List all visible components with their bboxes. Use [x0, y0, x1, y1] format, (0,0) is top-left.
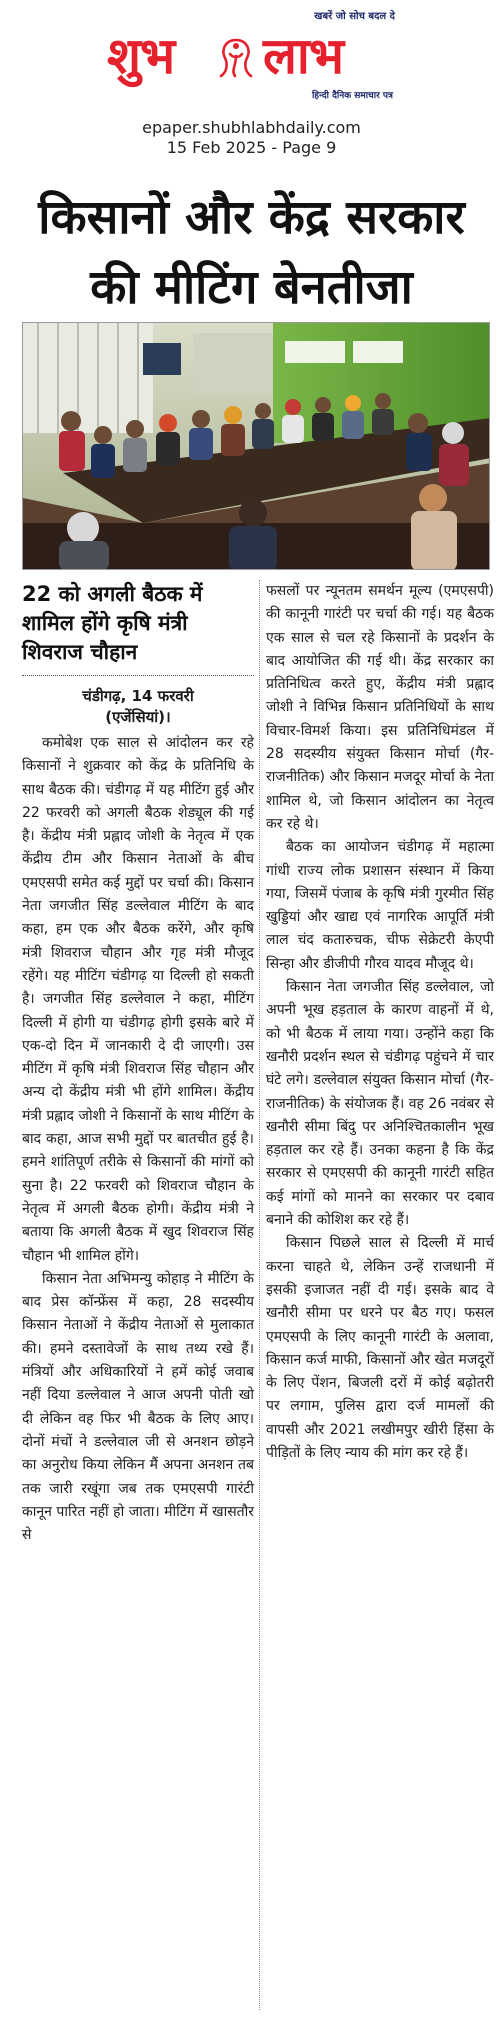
meeting-photo-illustration	[23, 323, 490, 570]
headline-line-2: की मीटिंग बेनतीजा	[90, 260, 413, 315]
masthead-tagline: खबरें जो सोच बदल दे	[314, 11, 395, 22]
epaper-url: epaper.shubhlabhdaily.com	[142, 118, 361, 137]
dateline-agency: (एजेंसियां)।	[105, 708, 171, 726]
logo-word-left: शुभ	[107, 27, 175, 85]
article-paragraph: कमोबेश एक साल से आंदोलन कर रहे किसानों ने शुक्रवार को केंद्र के प्रतिनिधि के साथ बैठक की। चंडीगढ़ में यह मीटिंग हुई और 22 फरवरी को अगली बैठक शेड्यूल की गई है। केंद्रीय मंत्री प्रह्लाद जोशी के नेतृत्व में एक केंद्रीय टीम और किसान नेताओं के बीच एमएसपी समेत कई मुद्दों पर चर्चा की। किसान नेता जगजीत सिंह डल्लेवाल मीटिंग के बाद कहा, हम एक और बैठक करेंगे, और कृषि मंत्री शिवराज चौहान और गृह मंत्री मौजूद रहेंगे। यह मीटिंग चंडीगढ़ या दिल्ली हो सकती है। जगजीत सिंह डल्लेवाल ने कहा, मीटिंग दिल्ली में होगी या चंडीगढ़ होगी इसके बारे में एक-दो दिन में जानकारी दे दी जाएगी। उस मीटिंग में कृषि मंत्री शिवराज सिंह चौहान और अन्य दो केंद्रीय मंत्री भी होंगे शामिल। केंद्रीय मंत्री प्रह्लाद जोशी ने किसानों के साथ मीटिंग के बाद कहा, आज सभी मुद्दों पर बातचीत हुई है। हमने शांतिपूर्ण तरीके से किसानों की मांगों को सुना है। 22 फरवरी को शिवराज चौहान के नेतृत्व में अगली बैठक होगी। केंद्रीय मंत्री ने बताया कि अगली बैठक में खुद शिवराज सिंह चौहान भी शामिल होंगे।	[22, 735, 254, 1264]
article-column-left	[22, 580, 254, 1547]
article-column-right	[266, 580, 494, 1465]
article-paragraph: बैठक का आयोजन चंडीगढ़ में महात्मा गांधी राज्य लोक प्रशासन संस्थान में किया गया, जिसमें पंजाब के कृषि मंत्री गुरमीत सिंह खुड्डियां और खाद्य एवं नागरिक आपूर्ति मंत्री लाल चंद कतारुचक, चीफ सेक्रेटरी केएपी सिन्हा और डीजीपी गौरव यादव मौजूद थे।	[266, 839, 494, 972]
column-divider	[259, 580, 260, 2010]
dateline-place-date: चंडीगढ़, 14 फरवरी	[82, 687, 194, 705]
masthead	[103, 6, 401, 110]
article-subhead: 22 को अगली बैठक में शामिल होंगे कृषि मंत्री शिवराज चौहान	[22, 580, 254, 676]
headline-line-1: किसानों और केंद्र सरकार	[38, 190, 465, 245]
masthead-subtagline: हिन्दी दैनिक समाचार पत्र	[311, 91, 393, 101]
article-headline	[10, 183, 493, 323]
meeting-photo	[22, 322, 490, 570]
ganesh-logo-icon	[215, 34, 257, 82]
article-paragraph: किसान पिछले साल से दिल्ली में मार्च करना चाहते थे, लेकिन उन्हें राजधानी में इसकी इजाजत नहीं दी गई। इसके बाद वे खनौरी सीमा पर धरने पर बैठ गए। फसल एमएसपी के लिए कानूनी गारंटी के अलावा, किसान कर्ज माफी, किसानों और खेत मजदूरों के लिए पेंशन, बिजली दरों में कोई बढ़ोतरी पर लगाम, पुलिस द्वारा दर्ज मामलों की वापसी और 2021 लखीमपुर खीरी हिंसा के पीड़ितों के लिए न्याय की मांग कर रहे हैं।	[266, 1235, 494, 1461]
article-paragraph: फसलों पर न्यूनतम समर्थन मूल्य (एमएसपी) की कानूनी गारंटी पर चर्चा की गई। यह बैठक एक साल से चल रहे किसानों के प्रदर्शन के बाद आयोजित की गई थी। केंद्र सरकार का प्रतिनिधित्व करते हुए, केंद्रीय मंत्री प्रह्लाद जोशी ने विभिन्न किसान प्रतिनिधियों के साथ विचार-विमर्श किया। इस प्रतिनिधिमंडल में 28 सदस्यीय संयुक्त किसान मोर्चा (गैर-राजनीतिक) और किसान मजदूर मोर्चा के नेता शामिल थे, जो किसान आंदोलन का नेतृत्व कर रहे थे।	[266, 583, 494, 832]
article-paragraph: किसान नेता अभिमन्यु कोहाड़ ने मीटिंग के बाद प्रेस कॉन्फ्रेंस में कहा, 28 सदस्यीय किसान नेताओं ने केंद्रीय नेताओं से मुलाकात की। हमने दस्तावेजों के साथ तथ्य रखे हैं। मंत्रियों और अधिकारियों ने हमें कोई जवाब नहीं दिया डल्लेवाल ने आज अपनी पोती खो दी लेकिन वह फिर भी बैठक के लिए आए। दोनों मंचों ने डल्लेवाल जी से अनशन छोड़ने का अनुरोध किया लेकिन मैं अपना अनशन तब तक जारी रखूंगा जब तक एमएसपी गारंटी कानून पारित नहीं हो जाता। मीटिंग में खासतौर से	[22, 1270, 254, 1544]
article-paragraph: किसान नेता जगजीत सिंह डल्लेवाल, जो अपनी भूख हड़ताल के कारण वाहनों में थे, को भी बैठक में लाया गया। उन्होंने कहा कि खनौरी प्रदर्शन स्थल से चंडीगढ़ पहुंचने में चार घंटे लगे। डल्लेवाल संयुक्त किसान मोर्चा (गैर-राजनीतिक) के संयोजक हैं। वह 26 नवंबर से खनौरी सीमा बिंदु पर अनिश्चितकालीन भूख हड़ताल कर रहे हैं। उनका कहना है कि केंद्र सरकार से एमएसपी की कानूनी गारंटी सहित कई मांगों को मानने का सरकार पर दबाव बनाने की कोशिश कर रहे हैं।	[266, 979, 494, 1229]
article-dateline	[22, 686, 254, 728]
logo-word-right: लाभ	[263, 27, 343, 85]
edition-date-page: 15 Feb 2025 - Page 9	[166, 138, 337, 157]
